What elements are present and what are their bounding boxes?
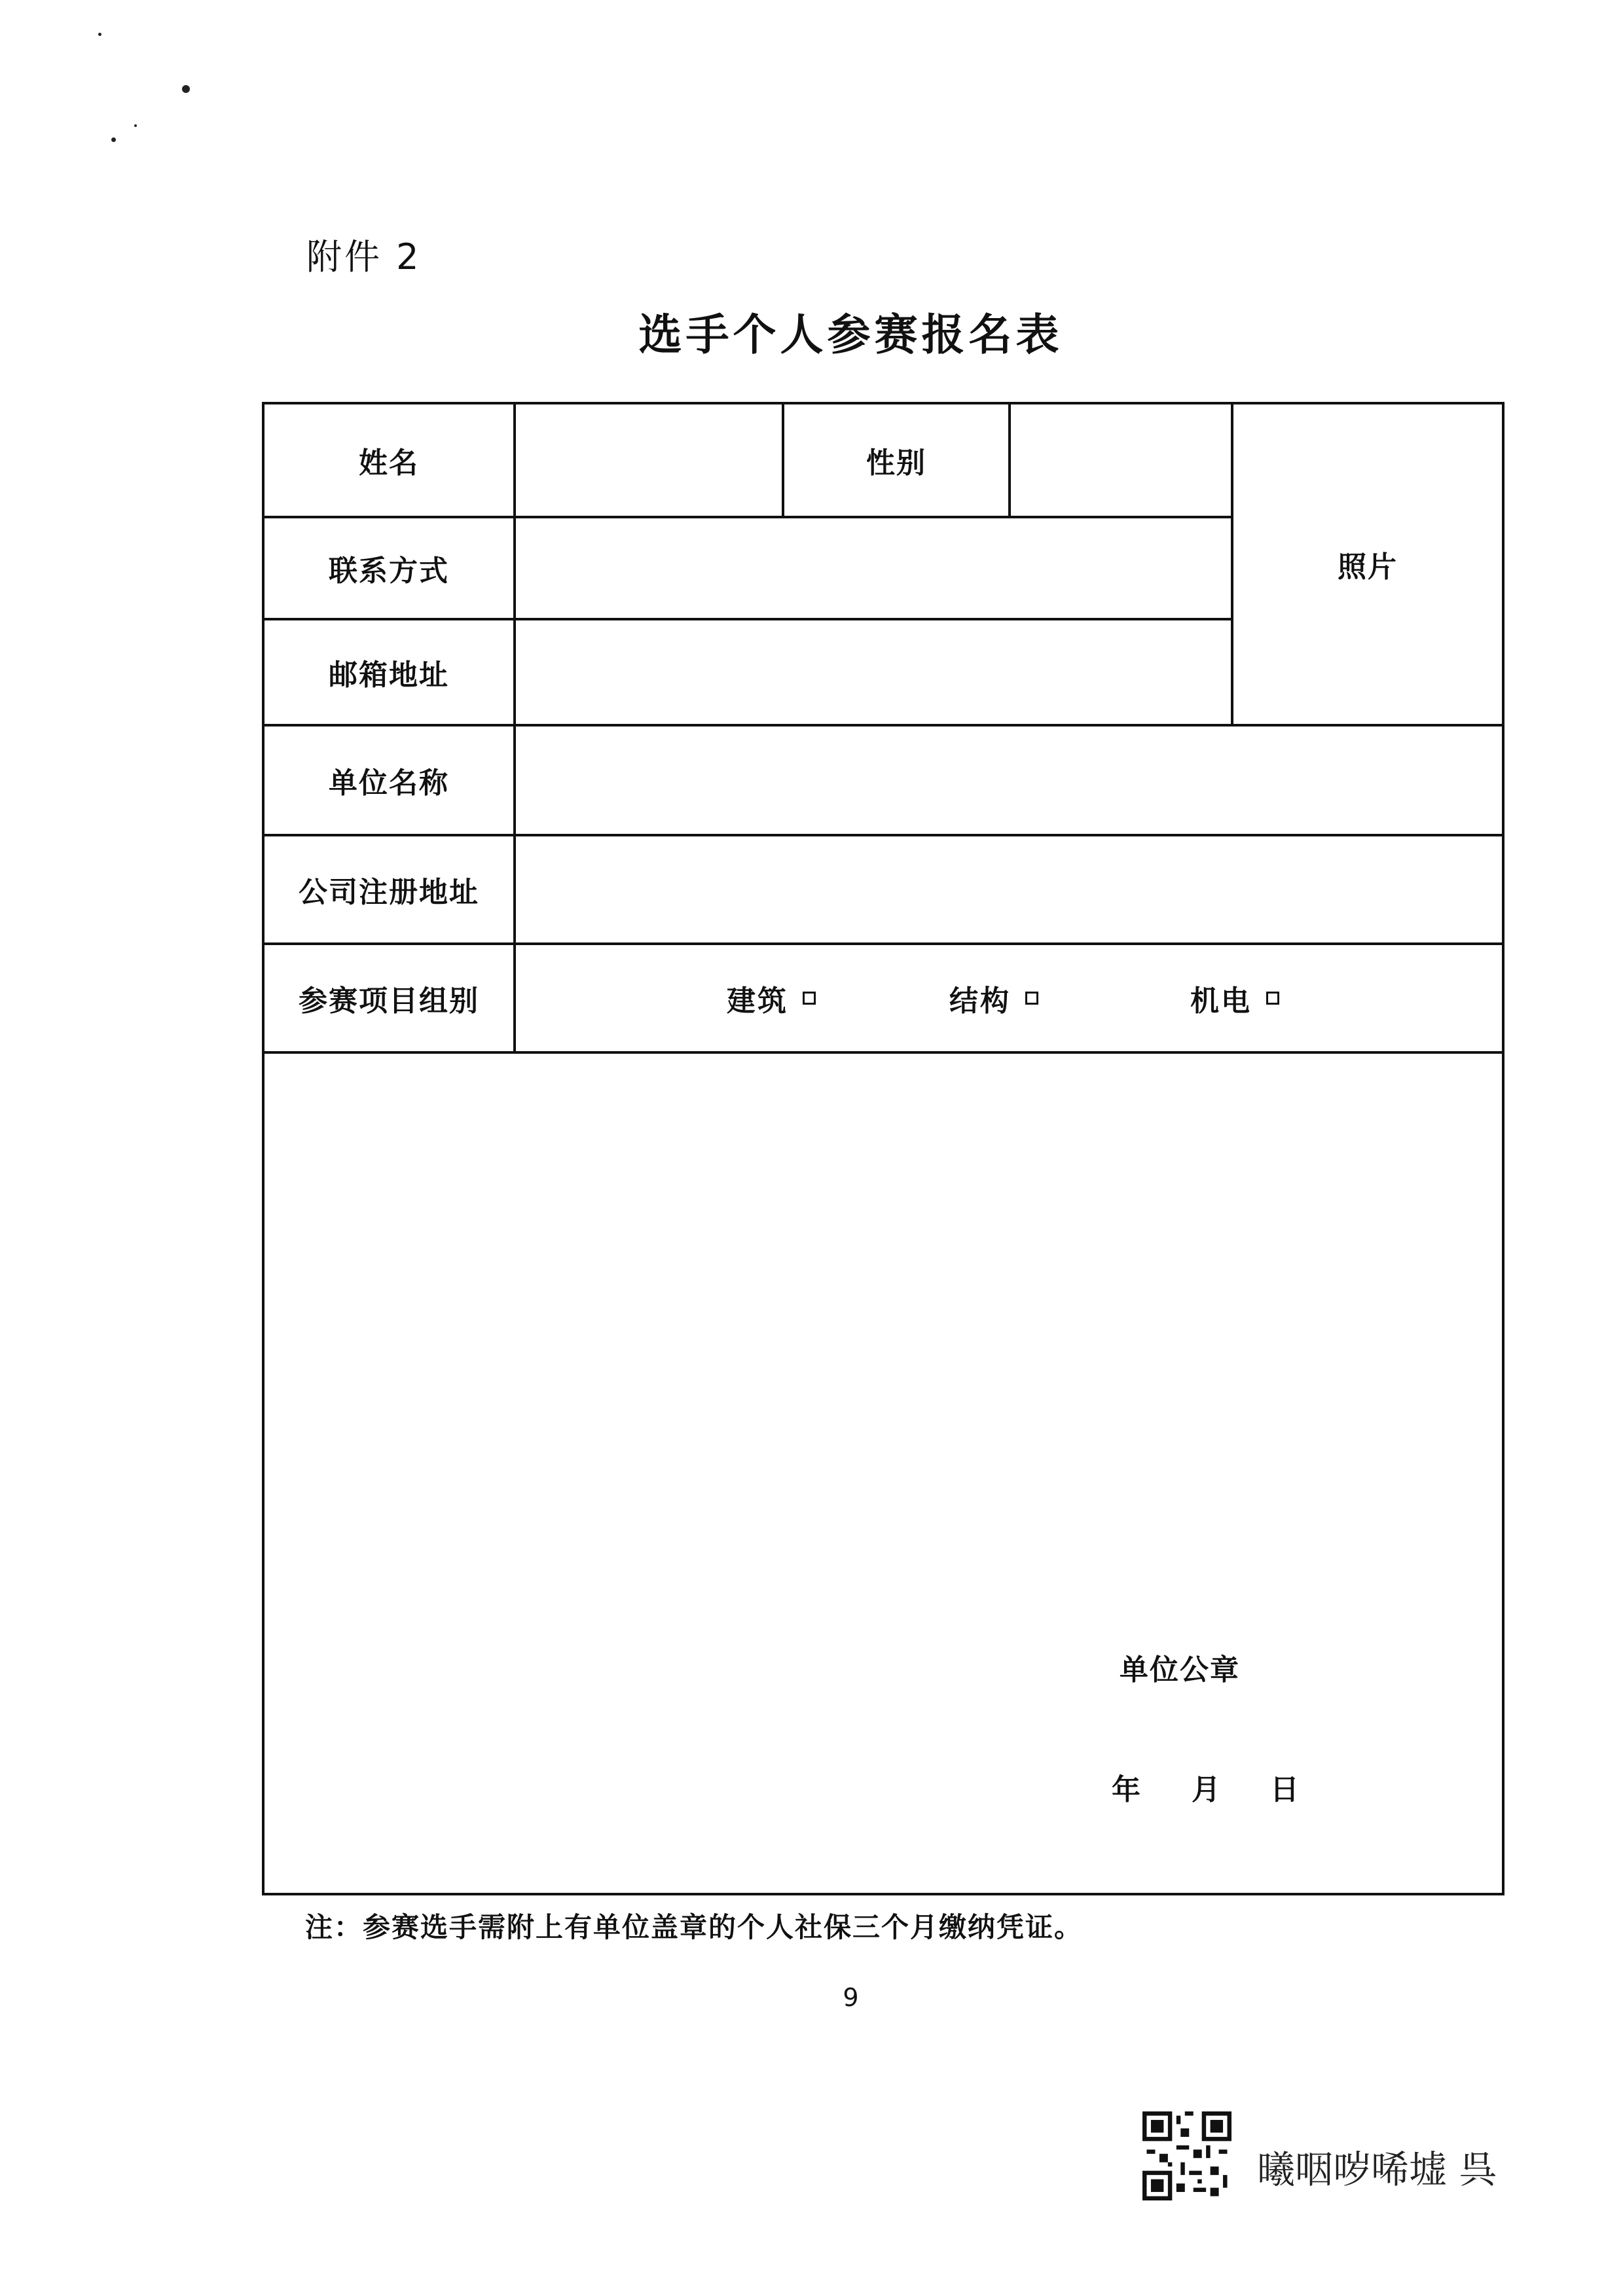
gender-label: 性别 bbox=[866, 446, 926, 480]
contact-field[interactable] bbox=[516, 518, 1231, 618]
date-year: 年 bbox=[1112, 1773, 1140, 1806]
group-label: 参赛项目组别 bbox=[299, 984, 479, 1018]
option-label: 建筑 bbox=[727, 984, 788, 1018]
date-month: 月 bbox=[1192, 1773, 1220, 1806]
option-label: 机电 bbox=[1190, 984, 1252, 1018]
scan-speck bbox=[134, 124, 137, 127]
option-label: 结构 bbox=[949, 984, 1011, 1018]
scan-speck bbox=[98, 33, 101, 36]
name-field[interactable] bbox=[516, 404, 782, 516]
email-field[interactable] bbox=[516, 620, 1231, 724]
page-title: 选手个人参赛报名表 bbox=[638, 309, 1063, 360]
name-label: 姓名 bbox=[359, 446, 419, 480]
footnote: 注：参赛选手需附上有单位盖章的个人社保三个月缴纳凭证。 bbox=[305, 1911, 1084, 1943]
unit-name-label: 单位名称 bbox=[329, 766, 449, 800]
registration-form bbox=[262, 402, 1504, 1895]
row-divider bbox=[264, 1051, 1502, 1054]
checkbox-icon[interactable] bbox=[1025, 992, 1038, 1005]
company-address-field[interactable] bbox=[516, 836, 1502, 942]
gender-field[interactable] bbox=[1011, 404, 1231, 516]
page-number: 9 bbox=[843, 1983, 859, 2012]
qr-code-icon bbox=[1142, 2111, 1231, 2200]
seal-label: 单位公章 bbox=[1120, 1653, 1240, 1687]
company-address-label: 公司注册地址 bbox=[299, 876, 479, 909]
option-mep[interactable] bbox=[1190, 945, 1279, 1051]
photo-label: 照片 bbox=[1338, 550, 1398, 584]
option-architecture[interactable] bbox=[727, 945, 816, 1051]
option-structure[interactable] bbox=[949, 945, 1038, 1051]
checkbox-icon[interactable] bbox=[1266, 992, 1279, 1005]
scan-speck bbox=[111, 137, 116, 142]
attachment-label: 附件 2 bbox=[306, 236, 422, 278]
watermark-text: 曦咽哕唏墟 呉 bbox=[1257, 2147, 1497, 2192]
date-day: 日 bbox=[1270, 1773, 1299, 1806]
unit-name-field[interactable] bbox=[516, 726, 1502, 834]
email-label: 邮箱地址 bbox=[329, 658, 449, 692]
contact-label: 联系方式 bbox=[329, 554, 449, 588]
checkbox-icon[interactable] bbox=[803, 992, 816, 1005]
scan-speck bbox=[182, 85, 190, 93]
